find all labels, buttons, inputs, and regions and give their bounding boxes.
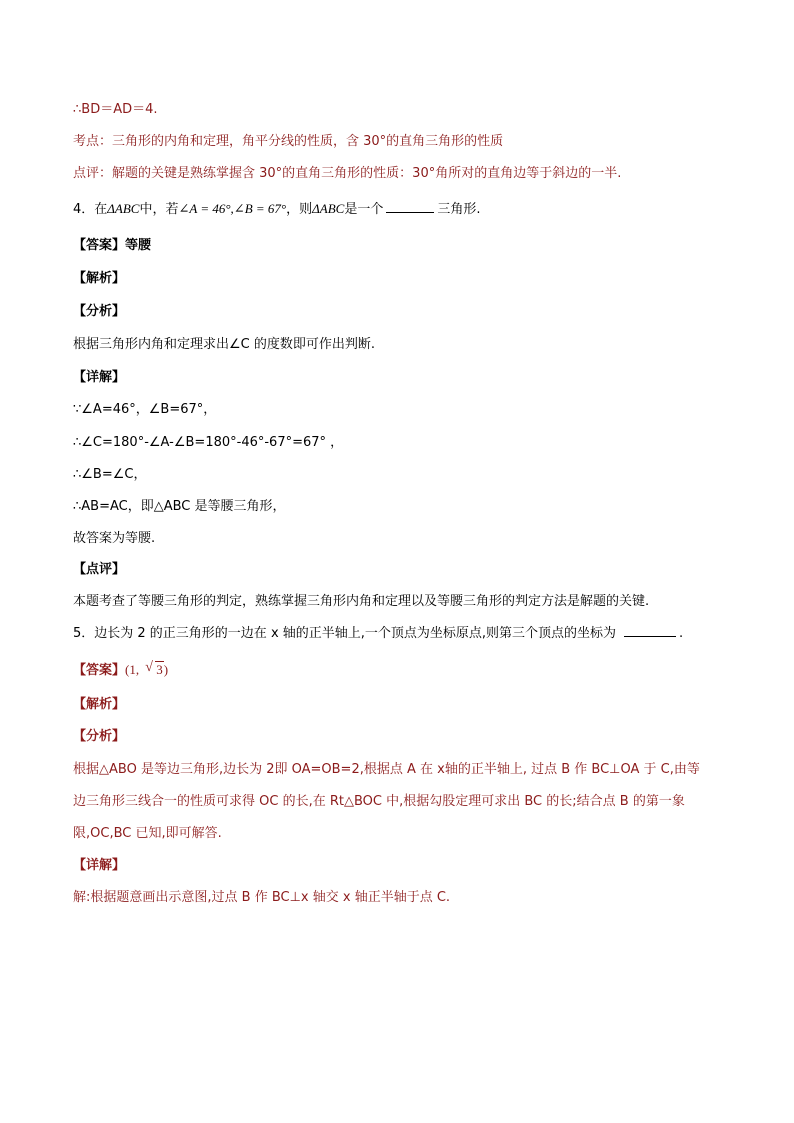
q5-answer-close: ) [163,662,169,677]
q5-answer-blank [624,624,676,637]
q4-triangle-2: ΔABC [312,201,345,216]
question-5 [73,624,683,643]
q4-fenxi-heading: 【分析】 [73,304,126,319]
q4-detail-1: ∵∠A=46°，∠B=67°， [73,402,217,417]
q4-suffix-1: 是一个 [344,202,384,217]
q4-triangle-1: ΔABC [107,201,140,216]
q4-dianping-text: 本题考查了等腰三角形的判定，熟练掌握三角形内角和定理以及等腰三角形的判定方法是解题的关键. [73,594,650,609]
q5-fenxi-line-1: 根据△ABO 是等边三角形,边长为 2即 OA=OB=2,根据点 A 在 x轴的正半轴上, 过点 B 作 BC⊥OA 于 C,由等 [73,762,700,777]
q5-xiangjie-heading: 【详解】 [73,858,126,873]
q4-jiexi-heading: 【解析】 [73,271,126,286]
q4-xiangjie-heading: 【详解】 [73,370,126,385]
q5-fenxi-line-3: 限,OC,BC 已知,即可解答. [73,826,222,841]
q5-answer-open: (1, [125,662,140,677]
q4-angles: ∠A = 46°,∠B = 67° [178,201,287,216]
q4-answer: 【答案】等腰 [73,238,152,253]
q5-fenxi-line-2: 边三角形三线合一的性质可求得 OC 的长,在 Rt△BOC 中,根据勾股定理可求出 BC 的长;结合点 B 的第一象 [73,794,685,809]
q5-answer [73,661,168,680]
q4-answer-blank [386,200,434,213]
q4-dianping-heading: 【点评】 [73,562,126,577]
dianping-line: 点评：解题的关键是熟练掌握含 30°的直角三角形的性质：30°角所对的直角边等于斜边的一半. [73,166,622,181]
sqrt-symbol: √ 3 [145,660,163,677]
text-line: ∴BD＝AD＝4. [73,102,158,117]
q5-answer-label: 【答案】 [73,663,126,678]
q5-answer-root: 3 [156,662,163,677]
q5-text: 5．边长为 2 的正三角形的一边在 x 轴的正半轴上,一个顶点为坐标原点,则第三个顶点的坐标为 [73,626,617,641]
question-4 [73,200,480,219]
q4-detail-5: 故答案为等腰. [73,531,156,546]
q4-detail-4: ∴AB=AC，即△ABC 是等腰三角形， [73,499,286,514]
q4-detail-2: ∴∠C=180°-∠A-∠B=180°-46°-67°=67° ， [73,435,344,450]
q4-mid: 中，若 [139,202,179,217]
q4-detail-3: ∴∠B=∠C， [73,467,147,482]
q4-prefix: 4．在 [73,202,108,217]
q5-fenxi-heading: 【分析】 [73,729,126,744]
q4-then: ，则 [286,202,313,217]
q4-fenxi-text: 根据三角形内角和定理求出∠C 的度数即可作出判断. [73,337,375,352]
q5-end: . [679,626,684,641]
q5-jiexi-heading: 【解析】 [73,697,126,712]
kaodian-line: 考点：三角形的内角和定理，角平分线的性质，含 30°的直角三角形的性质 [73,134,504,149]
q4-suffix-2: 三角形. [437,202,481,217]
q5-detail-1: 解:根据题意画出示意图,过点 B 作 BC⊥x 轴交 x 轴正半轴于点 C. [73,890,451,905]
